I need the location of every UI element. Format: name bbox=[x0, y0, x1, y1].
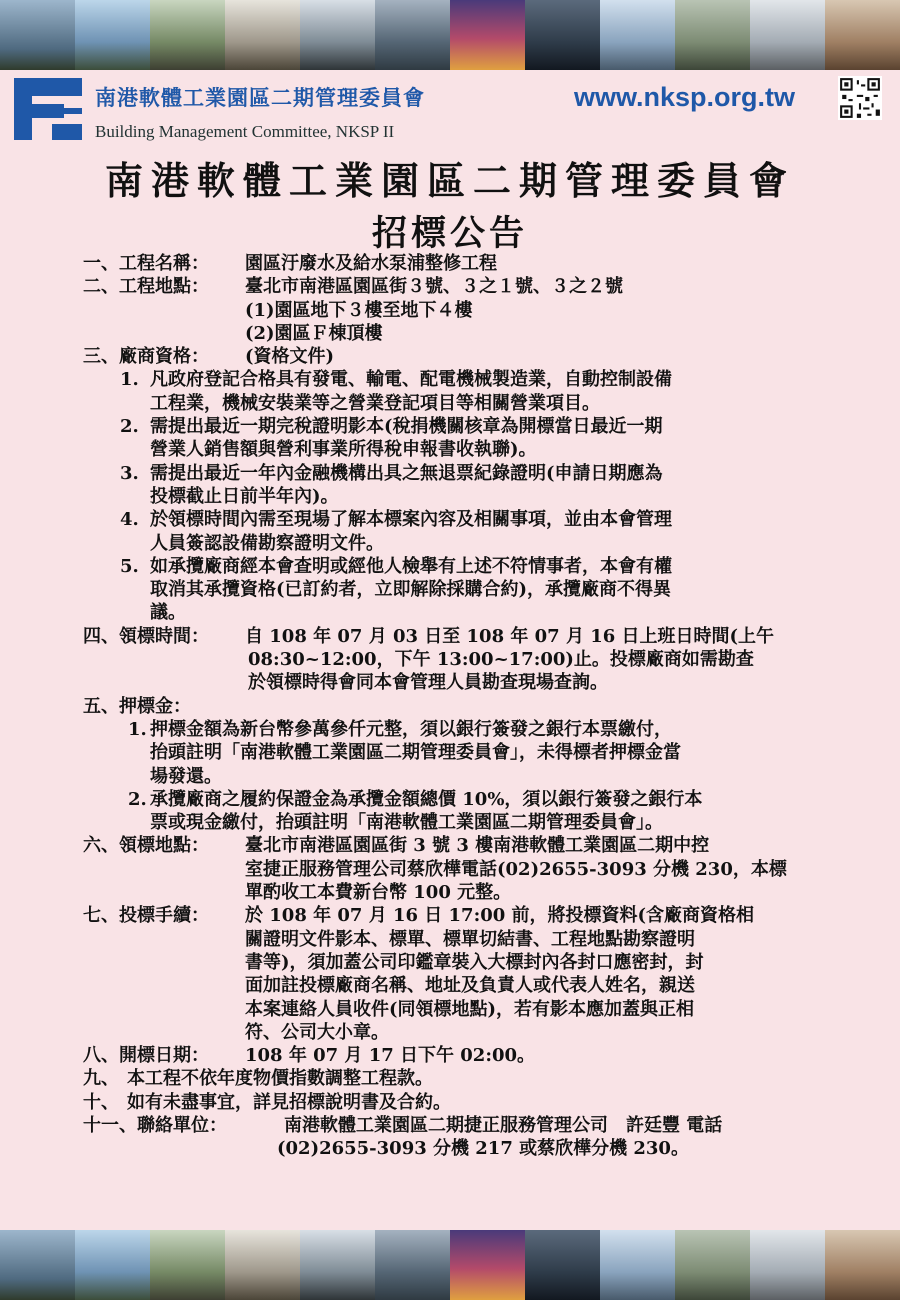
photo-tile bbox=[600, 0, 675, 70]
notice-line-label: 五、押標金： bbox=[83, 695, 191, 717]
notice-line-label: 三、廠商資格： bbox=[83, 346, 209, 368]
notice-line-text: 工程業，機械安裝業等之營業登記項目等相關營業項目。 bbox=[150, 392, 600, 414]
photo-tile bbox=[525, 1230, 600, 1300]
photo-tile bbox=[375, 1230, 450, 1300]
notice-line-label: 一、工程名稱： bbox=[83, 253, 209, 274]
notice-line bbox=[0, 252, 900, 275]
building-photo-strip-bottom bbox=[0, 1230, 900, 1300]
notice-line-text: 單酌收工本費新台幣 100 元整。 bbox=[245, 882, 512, 904]
notice-line bbox=[0, 322, 900, 345]
notice-line-text: 臺北市南港區園區街３號、３之１號、３之２號 bbox=[245, 276, 623, 298]
photo-tile bbox=[450, 1230, 525, 1300]
notice-line bbox=[0, 1137, 900, 1160]
notice-line-text: 關證明文件影本、標單、標單切結書、工程地點勘察證明 bbox=[245, 928, 695, 950]
notice-line-text: 需提出最近一期完稅證明影本(稅捐機關核章為開標當日最近一期 bbox=[150, 416, 663, 438]
photo-tile bbox=[0, 0, 75, 70]
notice-line-label: 七、投標手續： bbox=[83, 905, 209, 927]
notice-line bbox=[0, 1021, 900, 1044]
photo-tile bbox=[150, 0, 225, 70]
notice-line-label: 2. bbox=[120, 416, 139, 438]
notice-line bbox=[0, 765, 900, 788]
notice-line-text: 自 108 年 07 月 03 日至 108 年 07 月 16 日上班日時間(上午 bbox=[245, 625, 775, 647]
building-photo-strip-top bbox=[0, 0, 900, 70]
notice-line-text: (1)園區地下３樓至地下４樓 bbox=[245, 299, 473, 321]
photo-tile bbox=[150, 1230, 225, 1300]
notice-line bbox=[0, 555, 900, 578]
notice-line bbox=[0, 928, 900, 951]
photo-tile bbox=[225, 0, 300, 70]
page-subtitle: 招標公告 bbox=[371, 213, 528, 254]
notice-line-text: 議。 bbox=[150, 602, 186, 624]
notice-line bbox=[0, 625, 900, 648]
notice-line bbox=[0, 578, 900, 601]
notice-line-text: 人員簽認設備勘察證明文件。 bbox=[150, 532, 384, 554]
notice-line-label: 九、 bbox=[83, 1068, 119, 1090]
notice-line-text: 取消其承攬資格(已訂約者，立即解除採購合約)，承攬廠商不得異 bbox=[150, 579, 672, 601]
notice-line bbox=[0, 811, 900, 834]
org-name-zh: 南港軟體工業園區二期管理委員會 bbox=[95, 86, 425, 110]
photo-tile bbox=[300, 1230, 375, 1300]
notice-line-text: 本案連絡人員收件(同領標地點)，若有影本應加蓋與正相 bbox=[245, 998, 695, 1020]
website-link[interactable]: www.nksp.org.tw bbox=[574, 82, 796, 112]
qr-code-icon[interactable] bbox=[838, 76, 882, 120]
notice-line bbox=[0, 462, 900, 485]
org-name-en: Building Management Committee, NKSP II bbox=[95, 122, 395, 141]
notice-line bbox=[0, 275, 900, 298]
notice-line-label: 1. bbox=[128, 718, 147, 740]
notice-line bbox=[0, 532, 900, 555]
notice-line bbox=[0, 485, 900, 508]
notice-line-label: 六、領標地點： bbox=[83, 835, 209, 857]
photo-tile bbox=[450, 0, 525, 70]
notice-line-text: (02)2655-3093 分機 217 或蔡欣樺分機 230。 bbox=[277, 1138, 689, 1160]
photo-tile bbox=[225, 1230, 300, 1300]
notice-line bbox=[0, 438, 900, 461]
photo-tile bbox=[825, 0, 900, 70]
notice-line-text: 書等)，須加蓋公司印鑑章裝入大標封內各封口應密封，封 bbox=[245, 951, 704, 973]
notice-line-label: 5. bbox=[120, 555, 139, 577]
notice-line-text: 營業人銷售額與營利事業所得稅申報書收執聯)。 bbox=[150, 439, 537, 461]
notice-body bbox=[0, 252, 900, 1161]
notice-line-text: 需提出最近一年內金融機構出具之無退票紀錄證明(申請日期應為 bbox=[150, 462, 663, 484]
notice-line-text: 08:30~12:00，下午 13:00~17:00)止。投標廠商如需勘查 bbox=[248, 649, 754, 671]
photo-tile bbox=[750, 1230, 825, 1300]
notice-line bbox=[0, 858, 900, 881]
photo-tile bbox=[600, 1230, 675, 1300]
notice-line-text: 108 年 07 月 17 日下午 02:00。 bbox=[245, 1045, 536, 1067]
notice-line bbox=[0, 671, 900, 694]
photo-tile bbox=[375, 0, 450, 70]
notice-line bbox=[0, 648, 900, 671]
notice-line bbox=[0, 881, 900, 904]
notice-line bbox=[0, 1067, 900, 1090]
notice-line bbox=[0, 1114, 900, 1137]
photo-tile bbox=[675, 1230, 750, 1300]
notice-line-label: 1. bbox=[120, 369, 139, 391]
notice-line-label: 2. bbox=[128, 788, 147, 810]
notice-line-label: 八、開標日期： bbox=[83, 1045, 209, 1067]
notice-line-label: 十一、聯絡單位： bbox=[83, 1114, 227, 1136]
notice-line-text: 於 108 年 07 月 16 日 17:00 前，將投標資料(含廠商資格相 bbox=[245, 905, 755, 927]
notice-line-text: 園區汙廢水及給水泵浦整修工程 bbox=[245, 253, 497, 274]
notice-line-text: 本工程不依年度物價指數調整工程款。 bbox=[127, 1068, 433, 1090]
notice-line bbox=[0, 718, 900, 741]
photo-tile bbox=[750, 0, 825, 70]
notice-line-text: 如有未盡事宜，詳見招標說明書及合約。 bbox=[127, 1091, 451, 1113]
notice-line bbox=[0, 601, 900, 624]
notice-line bbox=[0, 695, 900, 718]
notice-line bbox=[0, 834, 900, 857]
notice-line-label: 四、領標時間： bbox=[83, 625, 209, 647]
notice-line bbox=[0, 951, 900, 974]
notice-line bbox=[0, 415, 900, 438]
header bbox=[0, 70, 900, 150]
notice-line-label: 二、工程地點： bbox=[83, 276, 209, 298]
notice-line-text: 承攬廠商之履約保證金為承攬金額總價 10%，須以銀行簽發之銀行本 bbox=[150, 788, 703, 810]
notice-line-text: 押標金額為新台幣參萬參仟元整，須以銀行簽發之銀行本票繳付， bbox=[150, 718, 672, 740]
photo-tile bbox=[0, 1230, 75, 1300]
notice-line bbox=[0, 741, 900, 764]
notice-line-text: 臺北市南港區園區街 3 號 3 樓南港軟體工業園區二期中控 bbox=[245, 835, 710, 857]
notice-line bbox=[0, 904, 900, 927]
notice-line-label: 十、 bbox=[83, 1091, 119, 1113]
notice-line bbox=[0, 974, 900, 997]
notice-line-text: 如承攬廠商經本會查明或經他人檢舉有上述不符情事者，本會有權 bbox=[150, 555, 672, 577]
notice-line-text: 南港軟體工業園區二期捷正服務管理公司 許廷豐 電話 bbox=[284, 1114, 723, 1136]
notice-line bbox=[0, 1044, 900, 1067]
page-title: 南港軟體工業園區二期管理委員會 bbox=[104, 158, 795, 203]
notice-line bbox=[0, 368, 900, 391]
photo-tile bbox=[525, 0, 600, 70]
notice-line bbox=[0, 299, 900, 322]
notice-line-text: 於領標時間內需至現場了解本標案內容及相關事項，並由本會管理 bbox=[150, 509, 672, 531]
photo-tile bbox=[75, 0, 150, 70]
notice-line-text: 抬頭註明「南港軟體工業園區二期管理委員會」，未得標者押標金當 bbox=[150, 742, 681, 764]
photo-tile bbox=[300, 0, 375, 70]
photo-tile bbox=[675, 0, 750, 70]
notice-line-text: 室捷正服務管理公司蔡欣樺電話(02)2655-3093 分機 230，本標 bbox=[245, 858, 787, 880]
notice-line-text: (資格文件) bbox=[245, 346, 335, 368]
photo-tile bbox=[825, 1230, 900, 1300]
notice-line-text: (2)園區Ｆ棟頂樓 bbox=[245, 322, 383, 344]
notice-line-text: 投標截止日前半年內)。 bbox=[150, 485, 339, 507]
notice-line-label: 3. bbox=[120, 462, 139, 484]
logo-icon bbox=[12, 74, 84, 144]
notice-line-text: 面加註投標廠商名稱、地址及負責人或代表人姓名，親送 bbox=[245, 975, 695, 997]
photo-tile bbox=[75, 1230, 150, 1300]
notice-line-text: 凡政府登記合格具有發電、輸電、配電機械製造業，自動控制設備 bbox=[150, 369, 672, 391]
notice-line bbox=[0, 788, 900, 811]
notice-line bbox=[0, 998, 900, 1021]
notice-line-label: 4. bbox=[120, 509, 139, 531]
notice-line bbox=[0, 345, 900, 368]
notice-line-text: 符、公司大小章。 bbox=[245, 1021, 389, 1043]
notice-line-text: 於領標時得會同本會管理人員勘查現場查詢。 bbox=[248, 672, 608, 694]
notice-line bbox=[0, 1091, 900, 1114]
notice-line bbox=[0, 392, 900, 415]
notice-line-text: 票或現金繳付，抬頭註明「南港軟體工業園區二期管理委員會」。 bbox=[150, 812, 663, 834]
notice-line bbox=[0, 508, 900, 531]
notice-line-text: 場發還。 bbox=[150, 765, 222, 787]
